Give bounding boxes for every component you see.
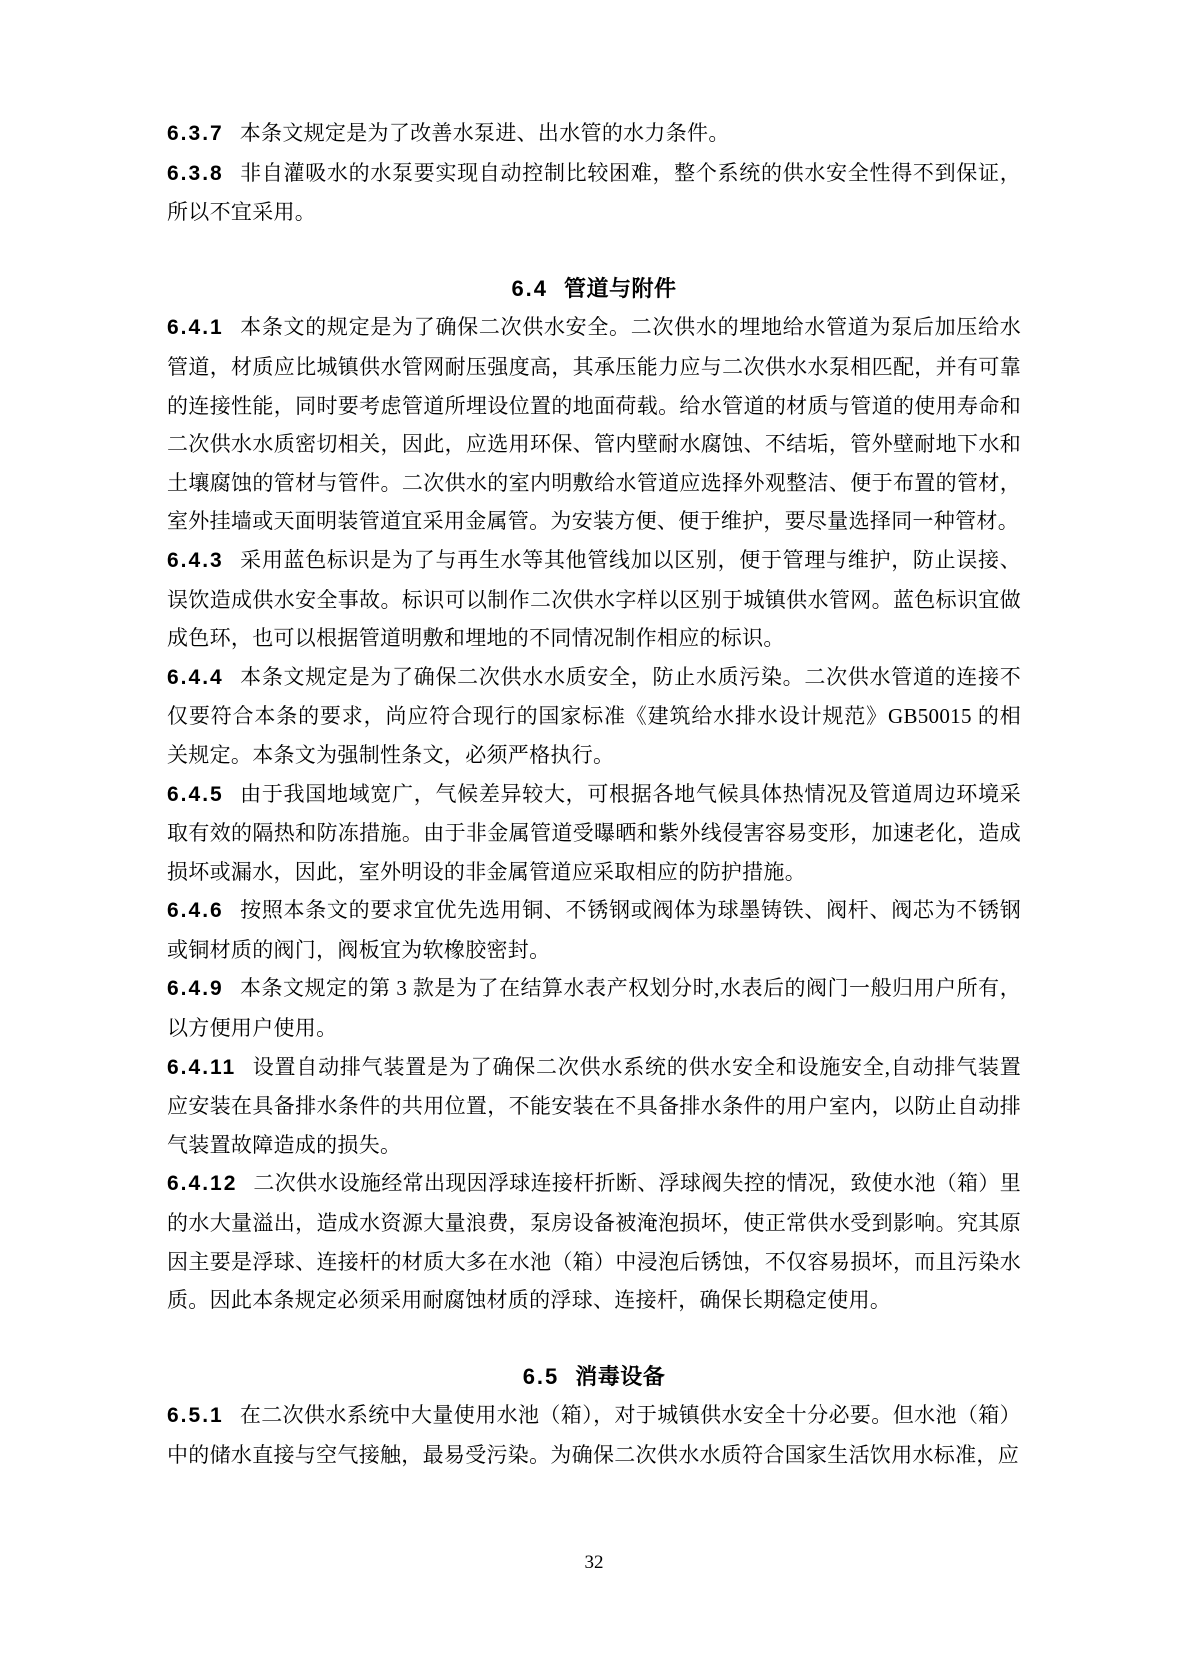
clause-paragraph [167,775,1021,892]
clause-text: 在二次供水系统中大量使用水池（箱），对于城镇供水安全十分必要。但水池（箱）中的储水直接与空气接触，最易受污染。为确保二次供水水质符合国家生活饮用水标准，应 [167,1403,1021,1467]
clause-paragraph [167,541,1021,658]
clause-text: 二次供水设施经常出现因浮球连接杆折断、浮球阀失控的情况，致使水池（箱）里的水大量溢出，造成水资源大量浪费，泵房设备被淹泡损坏，使正常供水受到影响。究其原因主要是浮球、连接杆的材质大多在水池（箱）中浸泡后锈蚀，不仅容易损坏，而且污染水质。因此本条规定必须采用耐腐蚀材质的浮球、连接杆，确保长期稳定使用。 [167,1171,1021,1313]
clause-text: 设置自动排气装置是为了确保二次供水系统的供水安全和设施安全,自动排气装置应安装在具备排水条件的共用位置，不能安装在不具备排水条件的用户室内，以防止自动排气装置故障造成的损失。 [167,1054,1021,1157]
section-number: 6.5 [522,1363,560,1389]
clause-text: 本条文规定的第 3 款是为了在结算水表产权划分时,水表后的阀门一般归用户所有，以方便用户使用。 [167,976,1021,1041]
clause-paragraph [167,114,1021,154]
clause-paragraph [167,308,1021,541]
section-title: 管道与附件 [564,275,677,301]
clause-text: 本条文的规定是为了确保二次供水安全。二次供水的埋地给水管道为泵后加压给水管道，材质应比城镇供水管网耐压强度高，其承压能力应与二次供水水泵相匹配，并有可靠的连接性能，同时要考虑管道所埋设位置的地面荷载。给水管道的材质与管道的使用寿命和二次供水水质密切相关，因此，应选用环保、管内壁耐水腐蚀、不结垢，管外壁耐地下水和土壤腐蚀的管材与管件。二次供水的室内明敷给水管道应选择外观整洁、便于布置的管材，室外挂墙或天面明装管道宜采用金属管。为安装方便、便于维护，要尽量选择同一种管材。 [167,315,1021,534]
clause-number: 6.4.11 [167,1055,237,1079]
clause-text: 按照本条文的要求宜优先选用铜、不锈钢或阀体为球墨铸铁、阀杆、阀芯为不锈钢或铜材质的阀门，阀板宜为软橡胶密封。 [167,898,1021,962]
section-number: 6.4 [511,275,549,301]
clause-paragraph [167,1164,1021,1319]
page-number: 32 [584,1552,604,1573]
clause-text: 采用蓝色标识是为了与再生水等其他管线加以区别，便于管理与维护，防止误接、误饮造成供水安全事故。标识可以制作二次供水字样以区别于城镇供水管网。蓝色标识宜做成色环，也可以根据管道明敷和埋地的不同情况制作相应的标识。 [167,547,1021,651]
clause-number: 6.4.9 [167,977,224,1001]
clause-paragraph [167,1048,1021,1165]
clause-paragraph [167,969,1021,1047]
document-content [167,114,1021,1475]
section-title: 消毒设备 [575,1363,666,1389]
clause-paragraph [167,658,1021,775]
clause-paragraph [167,154,1021,232]
clause-number: 6.4.1 [167,316,224,340]
clause-number: 6.4.4 [167,665,224,689]
clause-number: 6.5.1 [167,1404,224,1428]
clause-text: 非自灌吸水的水泵要实现自动控制比较困难，整个系统的供水安全性得不到保证，所以不宜采用。 [167,160,1021,225]
clause-paragraph [167,891,1021,969]
clause-number: 6.4.6 [167,899,224,923]
clause-number: 6.3.7 [167,122,224,145]
clause-number: 6.3.8 [167,161,224,185]
clause-text: 由于我国地域宽广，气候差异较大，可根据各地气候具体热情况及管道周边环境采取有效的隔热和防冻措施。由于非金属管道受曝晒和紫外线侵害容易变形，加速老化，造成损坏或漏水，因此，室外明设的非金属管道应采取相应的防护措施。 [167,781,1021,884]
clause-text: 本条文规定是为了改善水泵进、出水管的水力条件。 [239,121,730,145]
clause-number: 6.4.3 [167,548,224,572]
clause-number: 6.4.12 [167,1172,238,1196]
clause-text: 本条文规定是为了确保二次供水水质安全，防止水质污染。二次供水管道的连接不仅要符合本条的要求，尚应符合现行的国家标准《建筑给水排水设计规范》GB50015 的相关规定。本条文为强制性条文，必须严格执行。 [167,664,1021,767]
section-heading [167,1358,1021,1397]
section-heading [167,270,1021,309]
clause-number: 6.4.5 [167,782,224,806]
clause-paragraph [167,1396,1021,1474]
